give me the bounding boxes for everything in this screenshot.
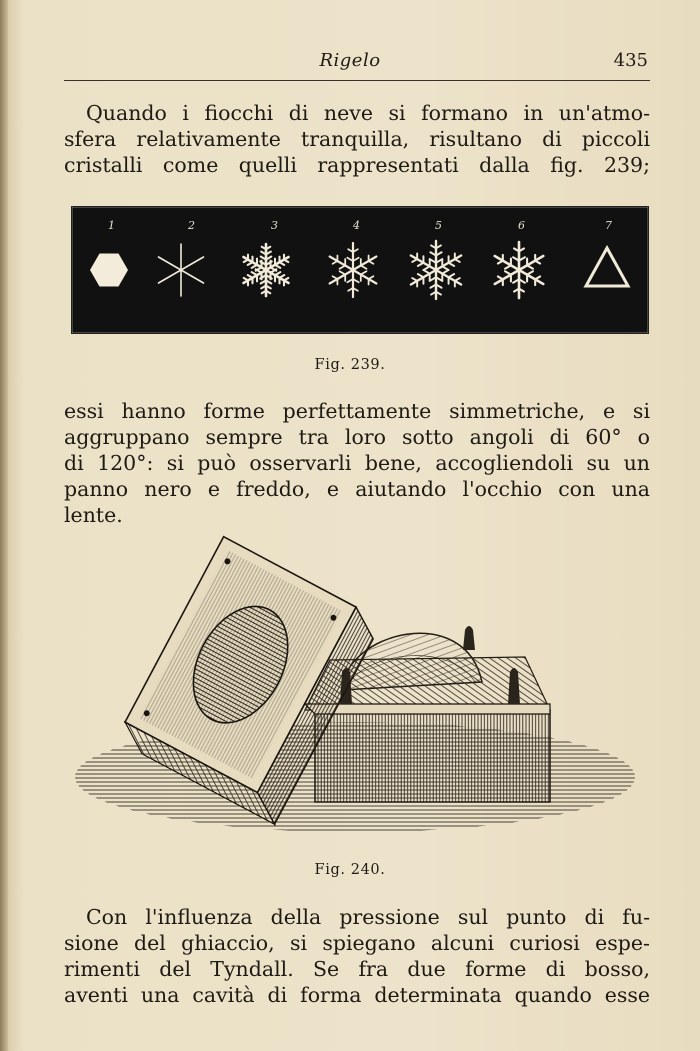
figure-240-boxwood-moulds: [70, 532, 640, 844]
paragraph-3: [64, 904, 650, 1008]
figure-239-label-4: 4: [353, 219, 360, 232]
paragraph-2-line-2: aggruppano sempre tra loro sotto angoli di 60° o: [64, 425, 650, 449]
paragraph-3-line-3: rimenti del Tyndall. Se fra due forme di bosso,: [64, 957, 650, 981]
figure-239-label-5: 5: [435, 219, 442, 232]
figure-240-caption: Fig. 240.: [314, 862, 386, 878]
page-binding-edge: [0, 0, 8, 1051]
figure-239-label-7: 7: [605, 219, 612, 232]
running-header-title: Rigelo: [319, 50, 381, 71]
paragraph-2: [64, 398, 650, 528]
paragraph-2-line-5: lente.: [64, 503, 123, 527]
paragraph-3-line-4: aventi una cavità di forma determinata quando esse: [64, 983, 650, 1007]
page-number: 435: [613, 50, 648, 71]
figure-239-label-1: 1: [108, 219, 115, 232]
paragraph-1-line-2: sfera relativamente tranquilla, risultano di piccoli: [64, 127, 650, 151]
paragraph-3-line-1: Con l'influenza della pressione sul punto di fu-: [86, 905, 650, 929]
figure-239-snowflakes: [71, 206, 649, 334]
paragraph-2-line-3: di 120°: si può osservarli bene, accogliendoli su un: [64, 451, 650, 475]
paragraph-1-line-3: cristalli come quelli rappresentati dalla fig. 239;: [64, 153, 650, 177]
figure-239-label-2: 2: [188, 219, 195, 232]
paragraph-3-line-2: sione del ghiaccio, si spiegano alcuni curiosi espe-: [64, 931, 650, 955]
paragraph-1: [64, 100, 650, 178]
paragraph-2-line-1: essi hanno forme perfettamente simmetriche, e si: [64, 399, 650, 423]
header-rule: [64, 80, 650, 81]
figure-239-label-3: 3: [271, 219, 278, 232]
figure-239-caption: Fig. 239.: [314, 357, 386, 373]
paragraph-2-line-4: panno nero e freddo, e aiutando l'occhio con una: [64, 477, 650, 501]
figure-239-label-6: 6: [518, 219, 525, 232]
paragraph-1-line-1: Quando i fiocchi di neve si formano in un'atmo-: [86, 101, 650, 125]
